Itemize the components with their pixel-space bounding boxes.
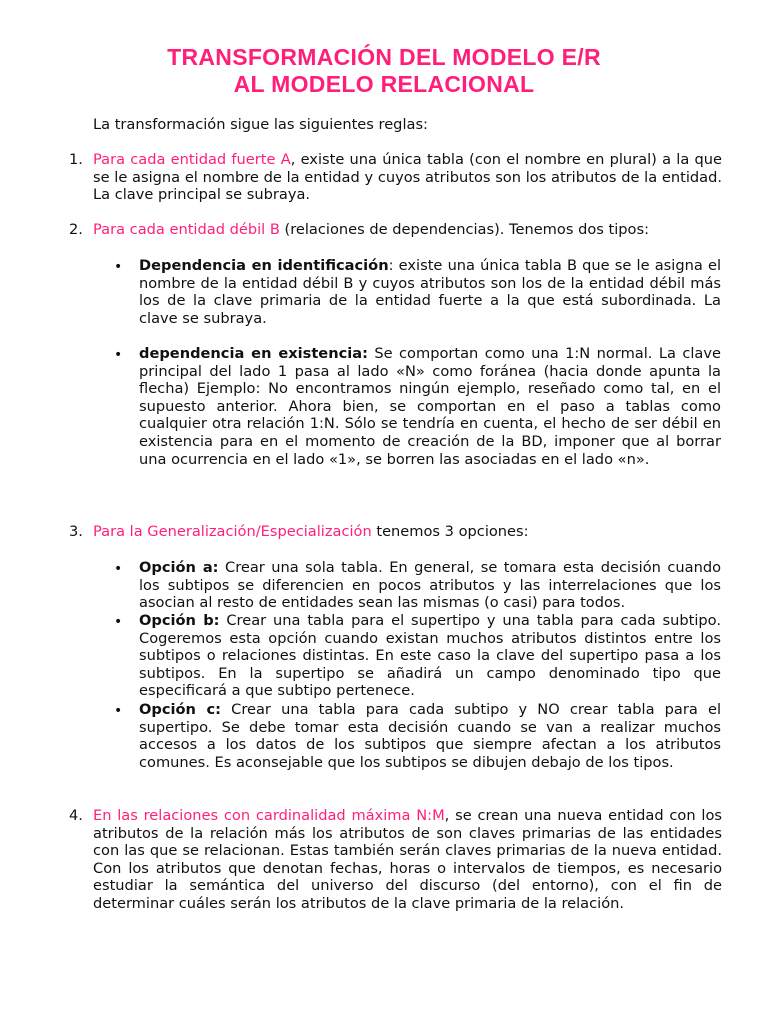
bullet-term: dependencia en existencia: bbox=[139, 345, 368, 362]
rule-text bbox=[93, 807, 722, 913]
page-title bbox=[0, 44, 768, 98]
rule-number: 3. bbox=[69, 523, 83, 540]
rule-lead: Para la Generalización/Especialización bbox=[93, 523, 372, 540]
bullet-term: Dependencia en identificación bbox=[139, 257, 389, 274]
bullet-glyph: • bbox=[114, 614, 123, 630]
bullet-text: Crear una tabla para cada subtipo y NO crear tabla para el supertipo. Se debe tomar esta decisión cuando se van a realizar muchos accesos a los datos de los subtipos que siempre afectan a los atributos comunes. Es aconsejable que los subtipos se dibujen debajo de los tipos. bbox=[139, 701, 721, 771]
rule-text bbox=[93, 221, 722, 239]
bullet-item bbox=[139, 345, 721, 468]
bullet-term: Opción b: bbox=[139, 612, 220, 629]
bullet-glyph: • bbox=[114, 561, 123, 577]
bullet-item bbox=[139, 612, 721, 700]
bullet-text: Crear una sola tabla. En general, se tomara esta decisión cuando los subtipos se diferencien en pocos atributos y las interrelaciones que los asocian al resto de entidades sean las mismas (o casi) para todos. bbox=[139, 559, 722, 612]
bullet-text: Se comportan como una 1:N normal. La clave principal del lado 1 pasa al lado «N» como foránea (hacia donde apunta la flecha) Ejemplo: No encontramos ningún ejemplo, reseñado como tal, en el supuesto anterior. Ahora bien, se comportan en el paso a tablas como cualquier otra relación 1:N. Sólo se tendría en cuenta, el hecho de ser débil en existencia para en el momento de creación de la BD, imponer que al borrar una ocurrencia en el lado «1», se borren las asociadas en el lado «n». bbox=[139, 345, 721, 468]
bullet-text: : existe una única tabla B que se le asigna el nombre de la entidad débil B y cuyos atributos son los de la entidad débil más los de la clave primaria de la entidad fuerte a la que está subordinada. La clave se subraya. bbox=[139, 257, 721, 327]
rule-rest: tenemos 3 opciones: bbox=[371, 523, 529, 540]
bullet-item bbox=[139, 559, 721, 612]
rule-lead: En las relaciones con cardinalidad máxima N:M bbox=[93, 807, 445, 824]
bullet-term: Opción a: bbox=[139, 559, 219, 576]
bullet-glyph: • bbox=[114, 347, 123, 363]
rule-rest: , se crean una nueva entidad con los atributos de la relación más los atributos de son claves primarias de las entidades con las que se relacionan. Estas también serán claves primarias de la nueva entidad. Con los atributos que denotan fechas, horas o intervalos de tiempos, es necesario estudiar la semántica del universo del discurso (del entorno), con el fin de determinar cuáles serán los atributos de la clave primaria de la relación. bbox=[93, 807, 722, 912]
title-line-2: AL MODELO RELACIONAL bbox=[233, 71, 535, 97]
title-line-1: TRANSFORMACIÓN DEL MODELO E/R bbox=[167, 44, 601, 70]
rule-number: 1. bbox=[69, 151, 83, 168]
bullet-item bbox=[139, 257, 721, 327]
rule-rest: (relaciones de dependencias). Tenemos dos tipos: bbox=[279, 221, 649, 238]
intro-text: La transformación sigue las siguientes reglas: bbox=[93, 116, 428, 133]
bullet-term: Opción c: bbox=[139, 701, 221, 718]
rule-text bbox=[93, 151, 722, 204]
rule-number: 2. bbox=[69, 221, 83, 238]
rule-number: 4. bbox=[69, 807, 83, 824]
bullet-glyph: • bbox=[114, 259, 123, 275]
rule-text bbox=[93, 523, 722, 541]
rule-lead: Para cada entidad débil B bbox=[93, 221, 280, 238]
rule-rest: , existe una única tabla (con el nombre en plural) a la que se le asigna el nombre de la entidad y cuyos atributos son los atributos de la entidad. La clave principal se subraya. bbox=[93, 151, 722, 204]
bullet-item bbox=[139, 701, 721, 771]
rule-lead: Para cada entidad fuerte A bbox=[93, 151, 291, 168]
bullet-glyph: • bbox=[114, 703, 123, 719]
bullet-text: Crear una tabla para el supertipo y una tabla para cada subtipo. Cogeremos esta opción cuando existan muchos atributos distintos entre los subtipos o relaciones distintas. En este caso la clave del supertipo pasa a los subtipos. En la supertipo se añadirá un campo denominado tipo que especificará a que subtipo pertenece. bbox=[139, 612, 721, 700]
